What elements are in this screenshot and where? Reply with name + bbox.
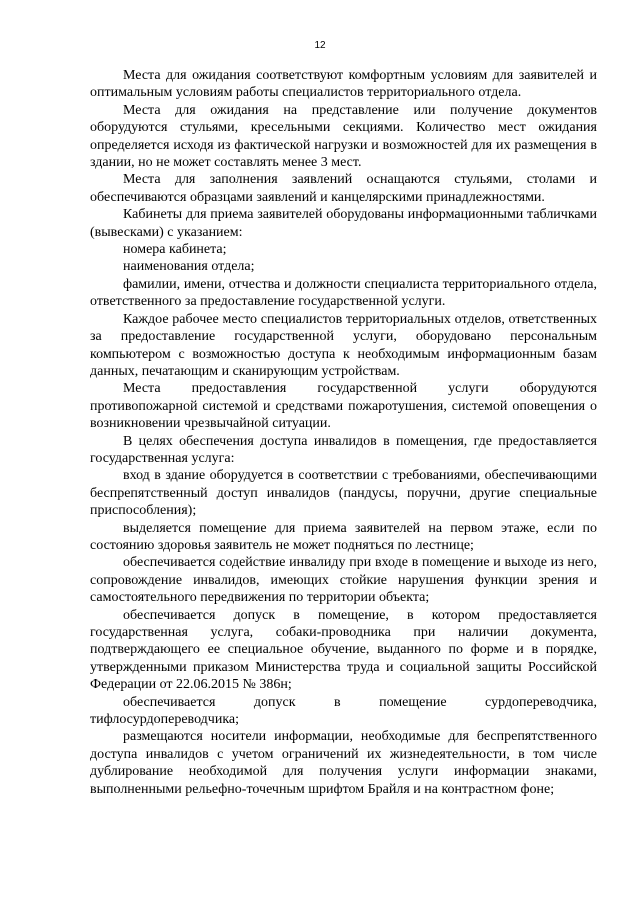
paragraph-office-signs: Кабинеты для приема заявителей оборудованы информационными табличками (вывесками) с указанием: <box>90 207 597 240</box>
list-item-specialist-name: фамилии, имени, отчества и должности специалиста территориального отдела, ответственного за предоставление государственной услуги. <box>90 276 597 310</box>
document-body <box>90 67 597 798</box>
paragraph-application-filling-areas: Места для заполнения заявлений оснащаются стульями, столами и обеспечиваются образцами заявлений и канцелярскими принадлежностями. <box>90 172 597 205</box>
page-number: 12 <box>314 40 326 51</box>
list-item-guide-dog: обеспечивается допуск в помещение, в котором предоставляется государственная услуга, собаки-проводника при наличии документа, подтверждающего ее специальное обучение, выданного по форме и в порядке, утвержденными приказом Министерства труда и социальной защиты Российской Федерации от 22.06.2015 № 386н; <box>90 607 597 693</box>
list-item-entrance-equipment: вход в здание оборудуется в соответствии с требованиями, обеспечивающими беспрепятственный доступ инвалидов (пандусы, поручни, другие специальные приспособления); <box>90 468 597 519</box>
paragraph-fire-safety: Места предоставления государственной услуги оборудуются противопожарной системой и средствами пожаротушения, системой оповещения о возникновении чрезвычайной ситуации. <box>90 381 597 432</box>
paragraph-waiting-areas-comfort: Места для ожидания соответствуют комфортным условиям для заявителей и оптимальным условиям работы специалистов территориального отдела. <box>90 68 597 101</box>
paragraph-workplace-equipment: Каждое рабочее место специалистов территориальных отделов, ответственных за предоставление государственной услуги, оборудовано персональным компьютером с возможностью доступа к необходимым информационным базам данных, печатающим и сканирующим устройствам. <box>90 311 597 379</box>
list-item-sign-interpreter: обеспечивается допуск в помещение сурдопереводчика, тифлосурдопереводчика; <box>90 694 597 728</box>
list-item-first-floor-room: выделяется помещение для приема заявителей на первом этаже, если по состоянию здоровья заявитель не может подняться по лестнице; <box>90 520 597 553</box>
paragraph-disability-access-intro: В целях обеспечения доступа инвалидов в помещения, где предоставляется государственная услуга: <box>90 433 597 466</box>
list-item-assistance: обеспечивается содействие инвалиду при входе в помещение и выходе из него, сопровождение инвалидов, имеющих стойкие нарушения функции зрения и самостоятельного передвижения по территории объекта; <box>90 555 597 606</box>
paragraph-waiting-areas-seating: Места для ожидания на представление или получение документов оборудуются стульями, кресельными секциями. Количество мест ожидания определяется исходя из фактической нагрузки и возможностей для их размещения в здании, но не может составлять менее 3 мест. <box>90 102 597 171</box>
list-item-office-number: номера кабинета; <box>123 242 227 258</box>
list-item-department-name: наименования отдела; <box>123 259 255 275</box>
list-item-braille-information: размещаются носители информации, необходимые для беспрепятственного доступа инвалидов с учетом ограничений их жизнедеятельности, в том числе дублирование необходимой для получения услуги информации знаками, выполненными рельефно-точечным шрифтом Брайля и на контрастном фоне; <box>90 729 597 797</box>
